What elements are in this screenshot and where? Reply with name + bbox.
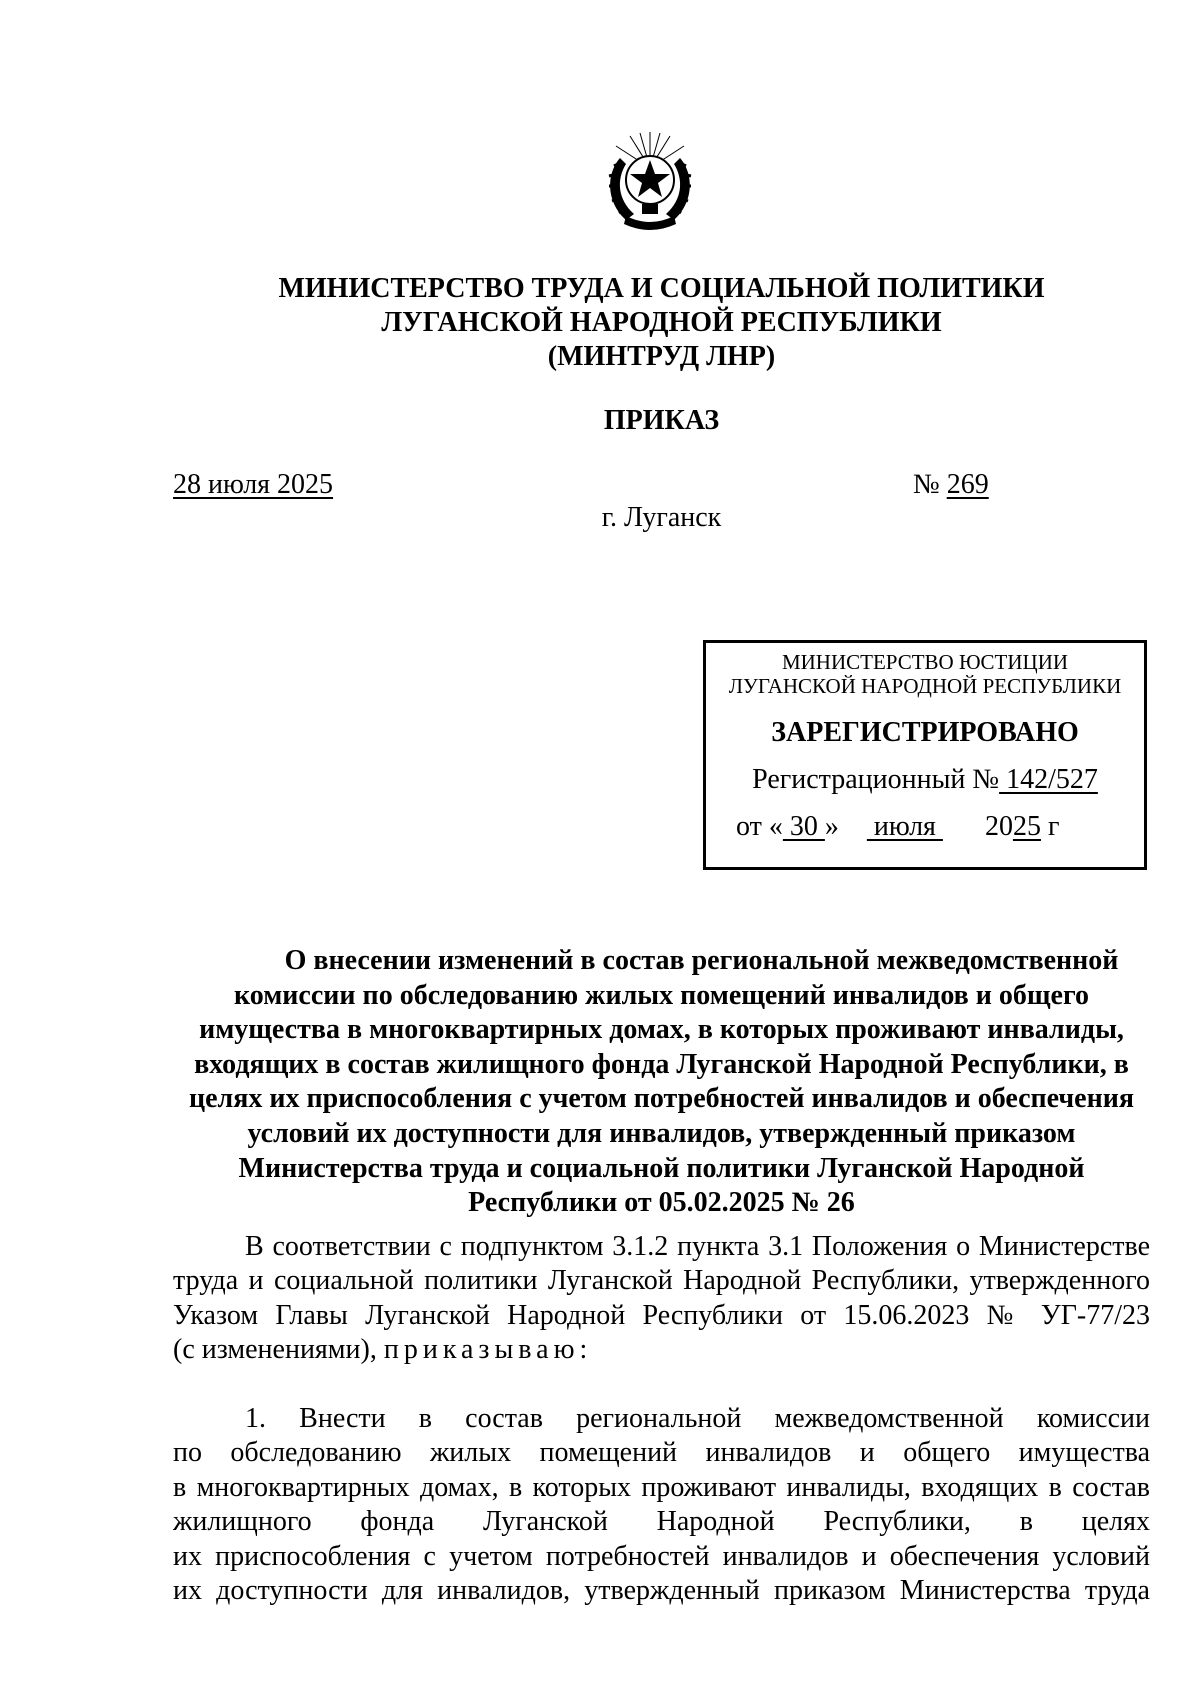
stamp-ministry-line2: ЛУГАНСКОЙ НАРОДНОЙ РЕСПУБЛИКИ <box>728 674 1122 698</box>
order-item-line: 1. Внести в состав региональной межведомственной комиссии <box>245 1403 1150 1434</box>
ministry-header-abbr: (МИНТРУД ЛНР) <box>547 341 776 372</box>
order-title-line: входящих в состав жилищного фонда Луганской Народной Республики, в <box>194 1048 1129 1080</box>
order-title <box>173 944 1150 1221</box>
emblem-icon <box>600 128 700 234</box>
stamp-reg-label: Регистрационный № <box>752 764 1000 795</box>
stamp-ministry <box>706 650 1144 698</box>
document-type: ПРИКАЗ <box>603 405 720 436</box>
document-date-value: 28 июля 2025 <box>173 469 334 500</box>
order-title-line: имущества в многоквартирных домах, в которых проживают инвалиды, <box>199 1014 1124 1046</box>
preamble-line-last <box>173 1333 1150 1367</box>
stamp-registered-label: ЗАРЕГИСТРИРОВАНО <box>771 717 1079 748</box>
document-number <box>913 468 989 502</box>
order-title-line: целях их приспособления с учетом потребностей инвалидов и обеспечения <box>188 1083 1135 1115</box>
order-item-1 <box>173 1402 1150 1608</box>
stamp-reg-number: 142/527 <box>999 764 1098 795</box>
stamp-registration-date <box>706 810 1144 844</box>
order-item-line: в многоквартирных домах, в которых проживают инвалиды, входящих в состав <box>173 1471 1150 1503</box>
stamp-date-day: 30 <box>782 811 825 842</box>
registration-stamp <box>703 640 1147 870</box>
preamble-paragraph <box>173 1230 1150 1368</box>
order-item-line: по обследованию жилых помещений инвалидов и общего имущества <box>173 1437 1150 1469</box>
stamp-date-year-prefix: 20 <box>942 811 1013 842</box>
coat-of-arms-emblem <box>600 128 700 234</box>
stamp-date-year-end: г <box>1040 811 1060 842</box>
order-title-line: условий их доступности для инвалидов, утвержденный приказом <box>247 1117 1076 1149</box>
document-city: г. Луганск <box>601 502 722 533</box>
order-item-line: их приспособления с учетом потребностей инвалидов и обеспечения условий <box>173 1540 1150 1572</box>
ministry-header-line2: ЛУГАНСКОЙ НАРОДНОЙ РЕСПУБЛИКИ <box>381 307 942 338</box>
stamp-ministry-line1: МИНИСТЕРСТВО ЮСТИЦИИ <box>781 650 1069 674</box>
order-directive-word: приказываю: <box>383 1334 593 1366</box>
stamp-registration-number <box>706 763 1144 797</box>
order-title-line: Республики от 05.02.2025 № 26 <box>468 1187 855 1219</box>
order-item-line: жилищного фонда Луганской Народной Республики, в целях <box>173 1506 1150 1538</box>
preamble-last-prefix: (с изменениями), <box>173 1334 384 1366</box>
ministry-header <box>173 272 1150 374</box>
stamp-date-year-suffix: 25 <box>1012 811 1041 842</box>
ministry-header-line1: МИНИСТЕРСТВО ТРУДА И СОЦИАЛЬНОЙ ПОЛИТИКИ <box>278 273 1045 304</box>
stamp-date-close: » <box>824 811 867 842</box>
document-number-value: 269 <box>946 469 989 500</box>
document-number-prefix: № <box>913 469 947 500</box>
document-date <box>173 468 333 502</box>
preamble-line: В соответствии с подпунктом 3.1.2 пункта 3.1 Положения о Министерстве <box>245 1231 1150 1262</box>
order-item-line: их доступности для инвалидов, утвержденный приказом Министерства труда <box>173 1575 1150 1607</box>
order-title-line: Министерства труда и социальной политики Луганской Народной <box>238 1152 1085 1184</box>
preamble-line: труда и социальной политики Луганской Народной Республики, утвержденного <box>173 1265 1150 1297</box>
stamp-date-month: июля <box>866 811 943 842</box>
preamble-line: Указом Главы Луганской Народной Республики от 15.06.2023 № УГ-77/23 <box>173 1299 1150 1331</box>
order-title-line: комиссии по обследованию жилых помещений инвалидов и общего <box>234 979 1089 1011</box>
order-title-line: О внесении изменений в состав региональной межведомственной <box>284 945 1119 976</box>
stamp-date-from: от « <box>736 811 783 842</box>
